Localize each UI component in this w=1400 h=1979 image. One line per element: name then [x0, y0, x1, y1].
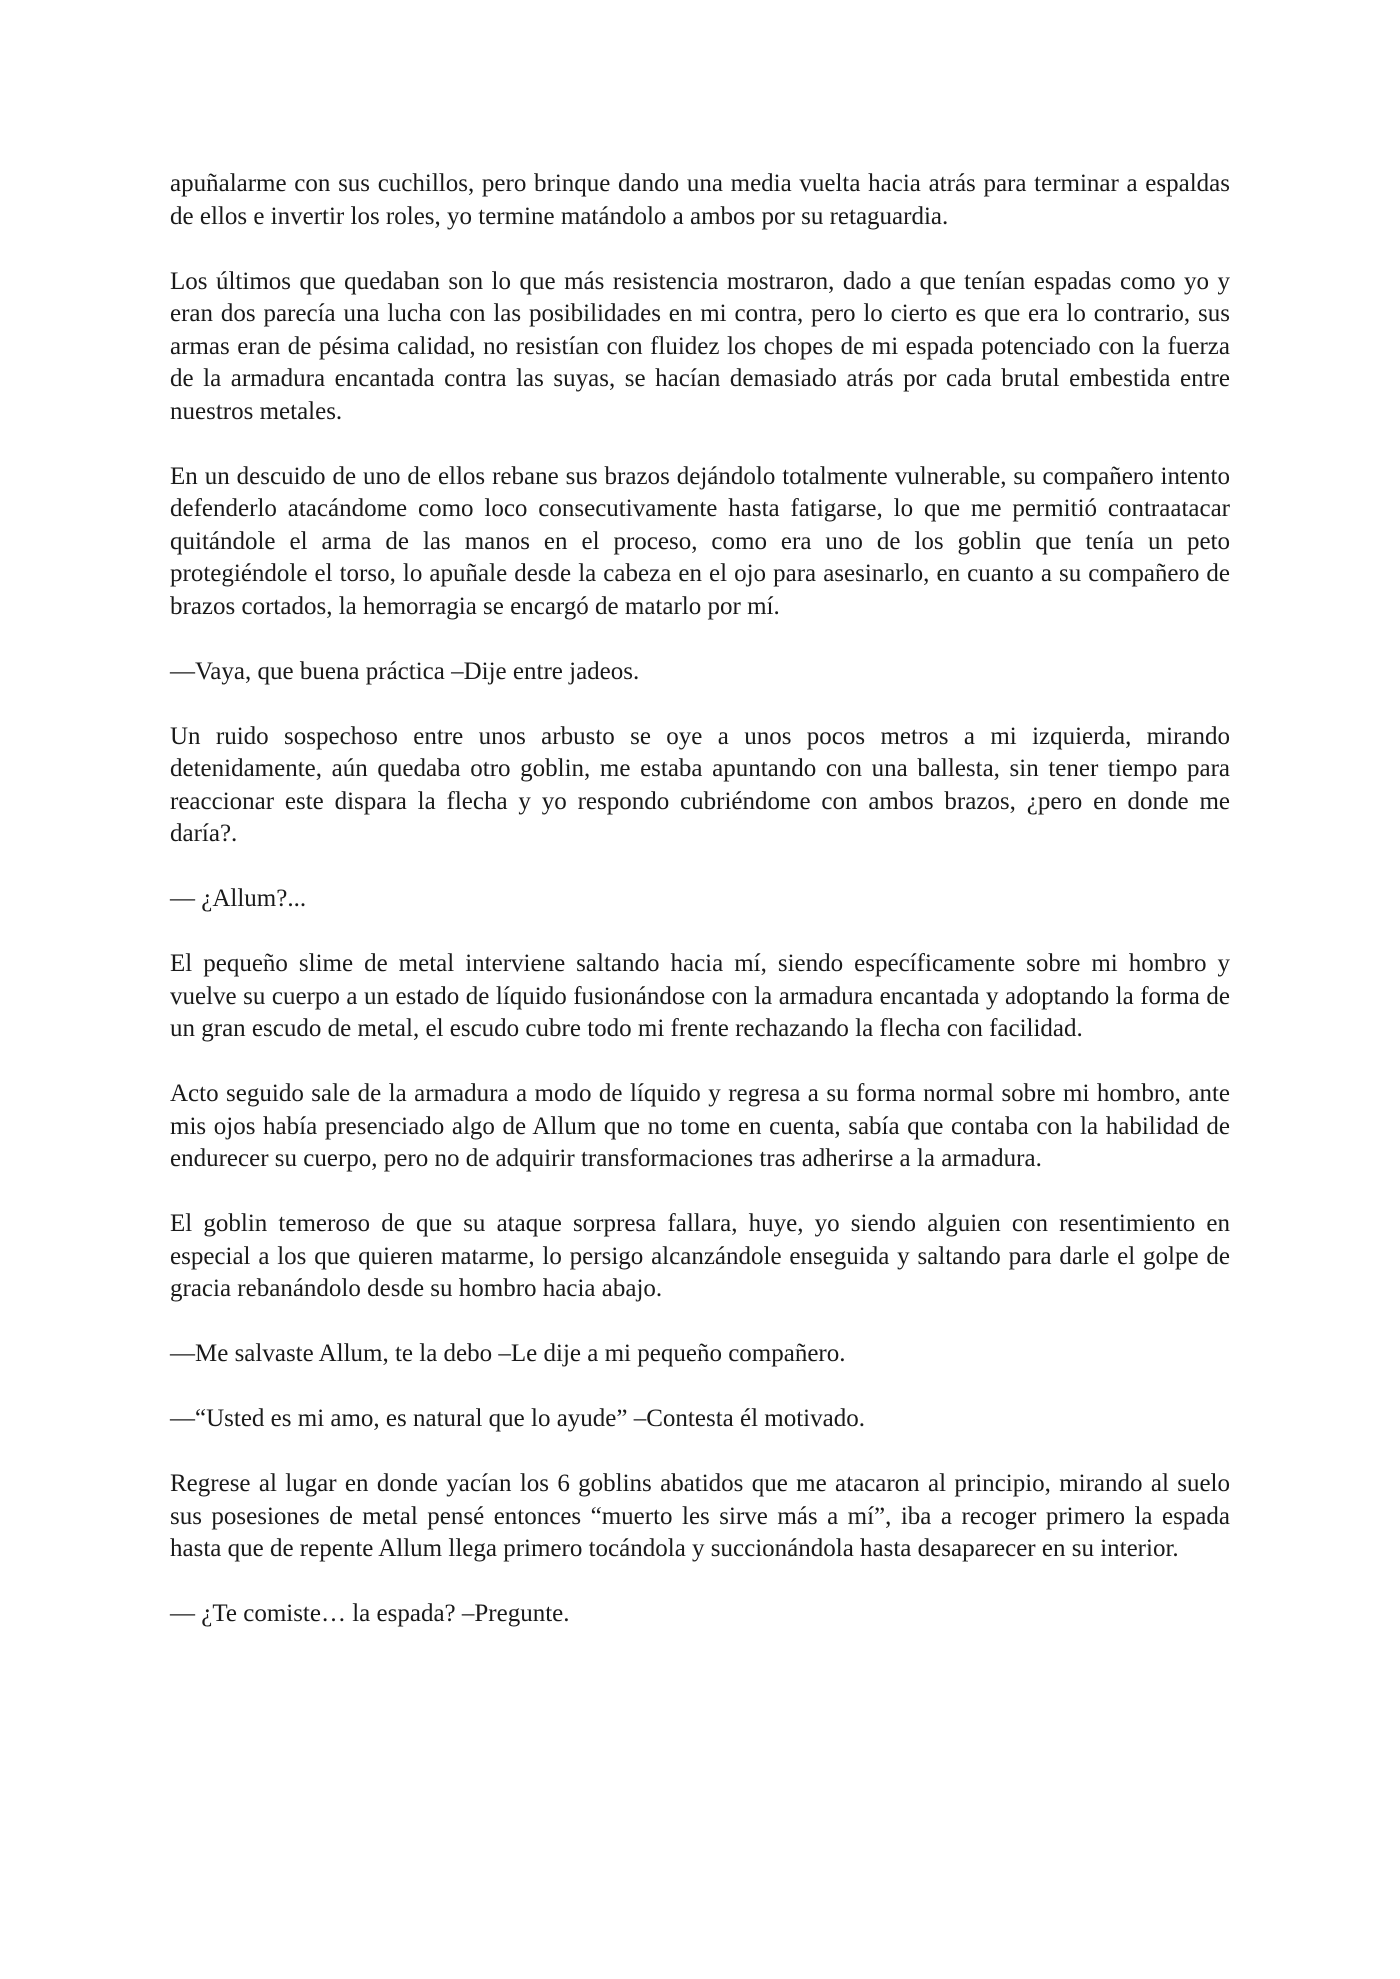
- paragraph-7: El goblin temeroso de que su ataque sorpresa fallara, huye, yo siendo alguien con resentimiento en especial a los que quieren matarme, lo persigo alcanzándole enseguida y saltando para darle el golpe de gracia rebanándolo desde su hombro hacia abajo.: [170, 1210, 1230, 1302]
- dialogue-line-2: — ¿Allum?...: [170, 885, 307, 912]
- paragraph-8: Regrese al lugar en donde yacían los 6 goblins abatidos que me atacaron al principio, mirando al suelo sus posesiones de metal pensé entonces “muerto les sirve más a mí”, iba a recoger primero la espada hasta que de repente Allum llega primero tocándola y succionándola hasta desaparecer en su interior.: [170, 1470, 1230, 1562]
- paragraph-1: apuñalarme con sus cuchillos, pero brinque dando una media vuelta hacia atrás para terminar a espaldas de ellos e invertir los roles, yo termine matándolo a ambos por su retaguardia.: [170, 170, 1230, 230]
- page-body-text: [170, 168, 1230, 1663]
- paragraph-4: Un ruido sospechoso entre unos arbusto se oye a unos pocos metros a mi izquierda, mirando detenidamente, aún quedaba otro goblin, me estaba apuntando con una ballesta, sin tener tiempo para reaccionar este dispara la flecha y yo respondo cubriéndome con ambos brazos, ¿pero en donde me daría?.: [170, 722, 1230, 847]
- paragraph-6: Acto seguido sale de la armadura a modo de líquido y regresa a su forma normal sobre mi hombro, ante mis ojos había presenciado algo de Allum que no tome en cuenta, sabía que contaba con la habilidad de endurecer su cuerpo, pero no de adquirir transformaciones tras adherirse a la armadura.: [170, 1080, 1230, 1172]
- paragraph-3: En un descuido de uno de ellos rebane sus brazos dejándolo totalmente vulnerable, su compañero intento defenderlo atacándome como loco consecutivamente hasta fatigarse, lo que me permitió contraatacar quitándole el arma de las manos en el proceso, como era uno de los goblin que tenía un peto protegiéndole el torso, lo apuñale desde la cabeza en el ojo para asesinarlo, en cuanto a su compañero de brazos cortados, la hemorragia se encargó de matarlo por mí.: [170, 462, 1230, 620]
- dialogue-line-4: —“Usted es mi amo, es natural que lo ayude” –Contesta él motivado.: [170, 1405, 865, 1432]
- paragraph-2: Los últimos que quedaban son lo que más resistencia mostraron, dado a que tenían espadas como yo y eran dos parecía una lucha con las posibilidades en mi contra, pero lo cierto es que era lo contrario, sus armas eran de pésima calidad, no resistían con fluidez los chopes de mi espada potenciado con la fuerza de la armadura encantada contra las suyas, se hacían demasiado atrás por cada brutal embestida entre nuestros metales.: [170, 267, 1230, 425]
- dialogue-line-1: —Vaya, que buena práctica –Dije entre jadeos.: [170, 657, 640, 685]
- dialogue-line-3: —Me salvaste Allum, te la debo –Le dije a mi pequeño compañero.: [170, 1340, 846, 1367]
- paragraph-5: El pequeño slime de metal interviene saltando hacia mí, siendo específicamente sobre mi hombro y vuelve su cuerpo a un estado de líquido fusionándose con la armadura encantada y adoptando la forma de un gran escudo de metal, el escudo cubre todo mi frente rechazando la flecha con facilidad.: [170, 950, 1230, 1042]
- dialogue-line-5: — ¿Te comiste… la espada? –Pregunte.: [170, 1600, 570, 1627]
